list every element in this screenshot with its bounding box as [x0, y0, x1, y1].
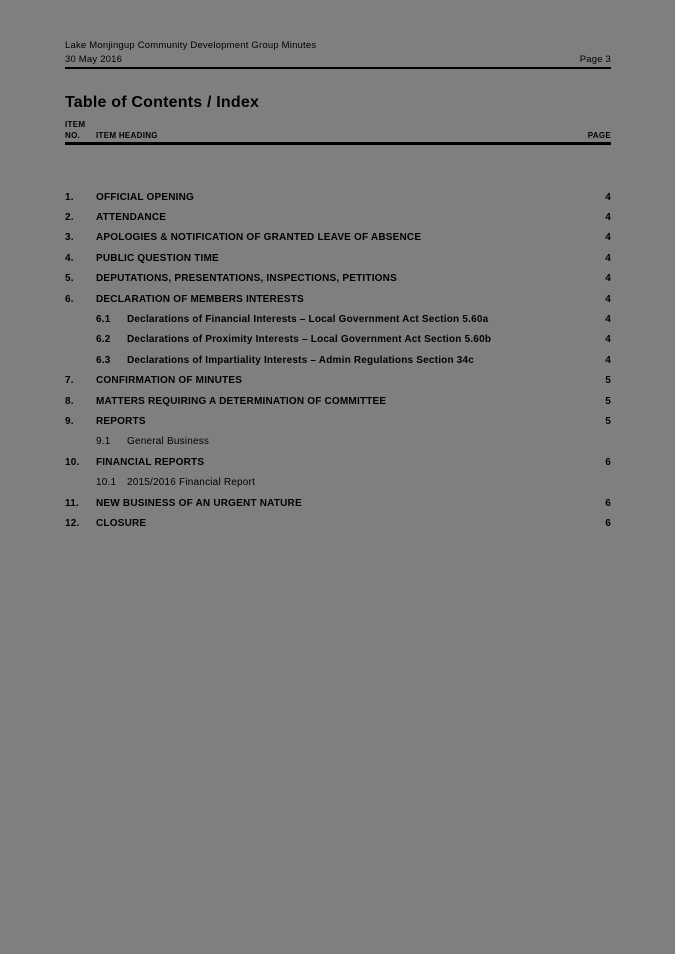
toc-entry-page: 4 [605, 334, 611, 346]
toc-entry-heading: Declarations of Impartiality Interests – Admin Regulations Section 34c [127, 354, 475, 366]
toc-entry-row [65, 391, 611, 411]
column-header-page: PAGE [587, 131, 611, 140]
toc-entry-page: 4 [605, 232, 611, 244]
toc-entry-page: 6 [605, 456, 611, 468]
toc-entry-number: 11. [65, 497, 79, 509]
toc-entry-row [65, 350, 611, 370]
toc-title: Table of Contents / Index [65, 94, 260, 111]
toc-entry-heading: CONFIRMATION OF MINUTES [96, 375, 243, 387]
column-header-no: NO. [65, 131, 81, 140]
column-header-rule [65, 142, 611, 145]
toc-entry-number: 12. [65, 517, 80, 529]
toc-entry-number: 5. [65, 273, 74, 285]
toc-entry-heading: OFFICIAL OPENING [96, 191, 195, 203]
toc-entry-row [65, 330, 611, 350]
toc-entry-page: 5 [605, 375, 611, 387]
toc-entry-heading: PUBLIC QUESTION TIME [96, 252, 219, 264]
toc-entry-number: 6.1 [96, 314, 111, 326]
header-meta-row [65, 54, 611, 66]
toc-entry-page: 4 [605, 212, 611, 224]
toc-entry-page: 4 [605, 293, 611, 305]
toc-entry-row [65, 207, 611, 227]
toc-entry-row [65, 432, 611, 452]
header-date: 30 May 2016 [65, 54, 123, 65]
toc-entry-heading: FINANCIAL REPORTS [96, 456, 205, 468]
toc-entry-row [65, 289, 611, 309]
toc-entry-heading: REPORTS [96, 415, 146, 427]
toc-entry-row [65, 411, 611, 431]
toc-entry-list [65, 187, 611, 534]
toc-entry-row [65, 513, 611, 533]
toc-entry-heading: APOLOGIES & NOTIFICATION OF GRANTED LEAVE OF ABSENCE [96, 232, 422, 244]
toc-entry-number: 6.3 [96, 354, 111, 366]
toc-entry-row [65, 228, 611, 248]
toc-entry-number: 2. [65, 212, 74, 224]
header-rule [65, 67, 611, 69]
toc-entry-row [65, 248, 611, 268]
toc-entry-page: 4 [605, 252, 611, 264]
toc-entry-row [65, 472, 611, 492]
toc-entry-heading: Declarations of Proximity Interests – Local Government Act Section 5.60b [127, 334, 492, 346]
toc-entry-number: 9. [65, 415, 74, 427]
header-page-number: Page 3 [579, 54, 611, 65]
toc-entry-number: 6.2 [96, 334, 111, 346]
toc-entry-heading: Declarations of Financial Interests – Local Government Act Section 5.60a [127, 314, 489, 326]
toc-entry-heading: MATTERS REQUIRING A DETERMINATION OF COMMITTEE [96, 395, 387, 407]
toc-entry-heading: CLOSURE [96, 517, 147, 529]
toc-entry-heading: DEPUTATIONS, PRESENTATIONS, INSPECTIONS, PETITIONS [96, 273, 397, 285]
toc-entry-page: 5 [605, 395, 611, 407]
toc-entry-number: 10.1 [96, 477, 117, 489]
toc-entry-row [65, 269, 611, 289]
column-header-row [65, 131, 611, 140]
toc-entry-number: 4. [65, 252, 74, 264]
column-header-item: ITEM [65, 120, 86, 129]
toc-entry-number: 8. [65, 395, 74, 407]
header-organisation-title: Lake Monjingup Community Development Group Minutes [65, 40, 317, 51]
toc-entry-heading: General Business [127, 436, 210, 448]
toc-entry-number: 10. [65, 456, 80, 468]
toc-entry-heading: 2015/2016 Financial Report [127, 477, 256, 489]
toc-entry-heading: ATTENDANCE [96, 212, 167, 224]
toc-entry-page: 5 [605, 415, 611, 427]
toc-entry-number: 6. [65, 293, 74, 305]
toc-entry-number: 3. [65, 232, 74, 244]
toc-entry-number: 9.1 [96, 436, 111, 448]
toc-entry-row [65, 371, 611, 391]
toc-entry-row [65, 452, 611, 472]
column-header-heading: ITEM HEADING [96, 131, 158, 140]
toc-entry-row [65, 309, 611, 329]
toc-entry-row [65, 493, 611, 513]
toc-entry-number: 1. [65, 191, 74, 203]
toc-entry-row [65, 187, 611, 207]
toc-entry-page: 4 [605, 273, 611, 285]
toc-entry-heading: NEW BUSINESS OF AN URGENT NATURE [96, 497, 302, 509]
toc-entry-heading: DECLARATION OF MEMBERS INTERESTS [96, 293, 304, 305]
toc-entry-page: 4 [605, 314, 611, 326]
toc-entry-page: 6 [605, 497, 611, 509]
toc-entry-page: 4 [605, 354, 611, 366]
toc-entry-page: 4 [605, 191, 611, 203]
toc-entry-number: 7. [65, 375, 74, 387]
toc-entry-page: 6 [605, 517, 611, 529]
